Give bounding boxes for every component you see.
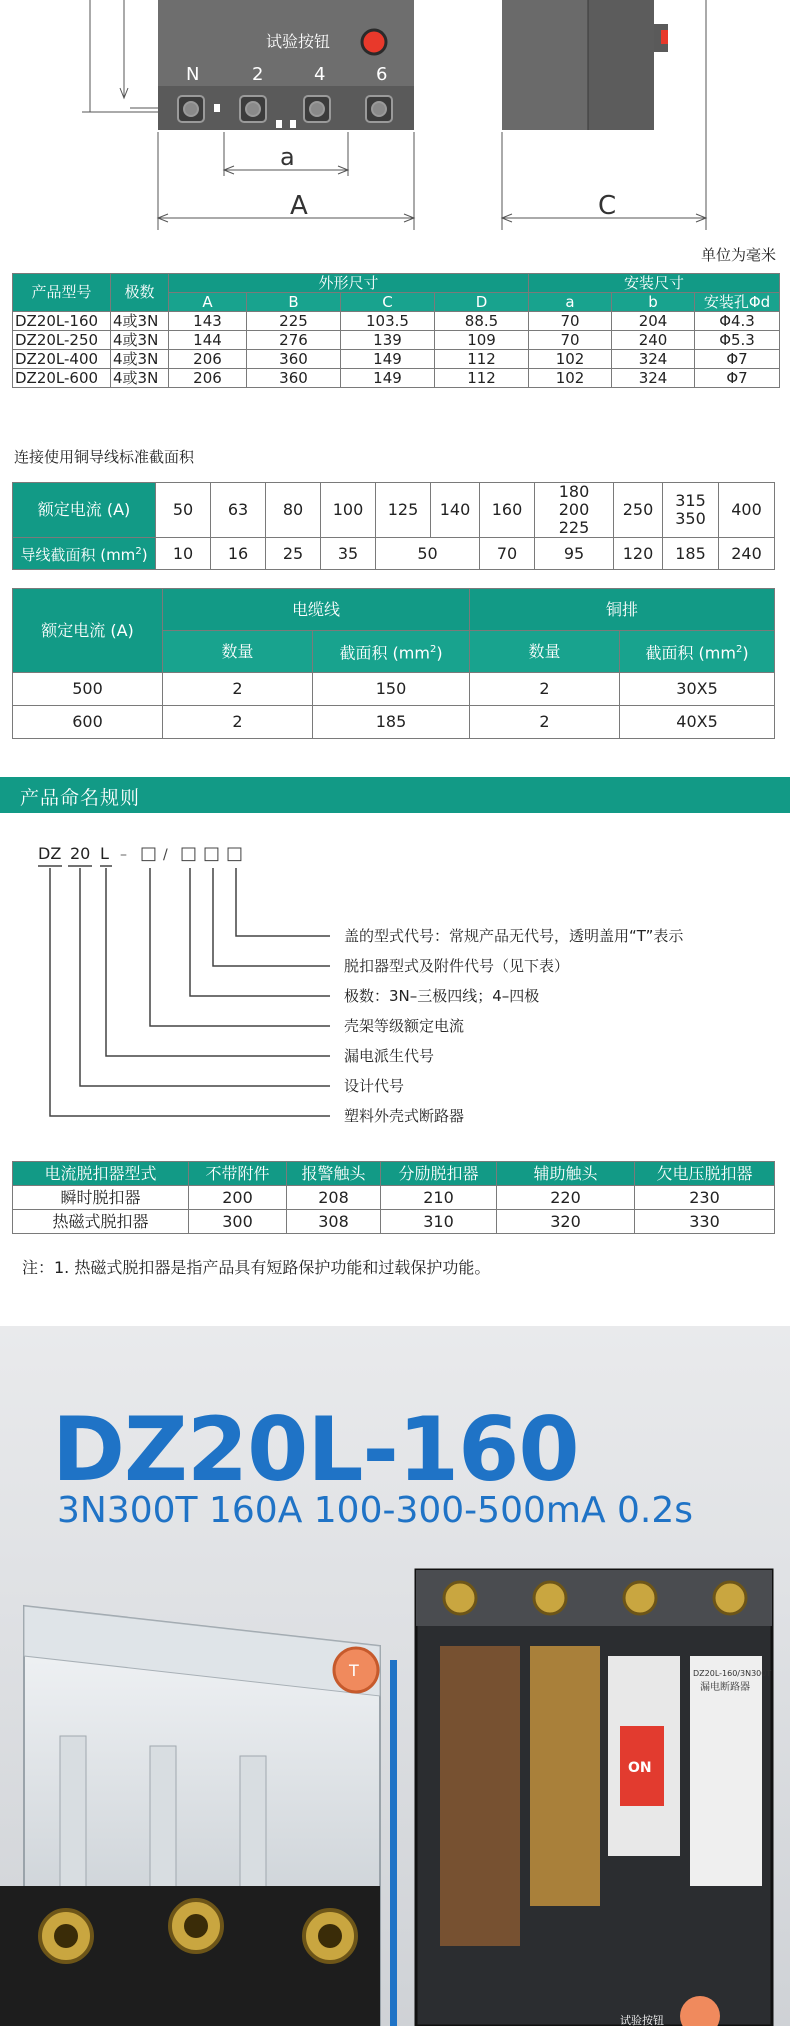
naming-rules-title: 产品命名规则 [20, 787, 141, 809]
cell: 400 [719, 483, 775, 538]
cell: 70 [529, 331, 612, 350]
header-install: 安装尺寸 [529, 274, 780, 293]
cell: 200 [189, 1186, 287, 1210]
subheader: 安装孔Φd [695, 293, 780, 312]
naming-line-mccb: 塑料外壳式断路器 [344, 1107, 465, 1125]
cell: 109 [435, 331, 529, 350]
header-cell: 不带附件 [189, 1162, 287, 1186]
cell: 50 [376, 538, 480, 570]
naming-line-poles: 极数：3N–三极四线；4–四极 [344, 987, 540, 1005]
cell: DZ20L-600 [13, 369, 111, 388]
cell: 4或3N [111, 312, 169, 331]
cell: 315 350 [663, 483, 719, 538]
table-row [13, 1210, 775, 1234]
cell: 144 [169, 331, 247, 350]
header-wire-section: 导线截面积 $(mm^2)$ [13, 538, 156, 570]
cell: 225 [247, 312, 341, 331]
cell: 250 [614, 483, 663, 538]
footnote: 注：1. 热磁式脱扣器是指产品具有短路保护功能和过载保护功能。 [22, 1258, 491, 1277]
dimensions-table [12, 273, 780, 388]
test-button-t-label: T [349, 1661, 359, 1680]
cell: 35 [321, 538, 376, 570]
cell: 125 [376, 483, 431, 538]
header-cable: 电缆线 [163, 589, 470, 631]
naming-rule-diagram [0, 830, 790, 1140]
cell: 180 200 225 [535, 483, 614, 538]
cell: 2 [163, 706, 313, 739]
subheader: D [435, 293, 529, 312]
cell: 139 [341, 331, 435, 350]
cell: 143 [169, 312, 247, 331]
cell: 25 [266, 538, 321, 570]
header-area: 截面积 $(mm^2)$ [313, 631, 470, 673]
cell: 2 [163, 673, 313, 706]
cell: 4或3N [111, 369, 169, 388]
subheader: b [612, 293, 695, 312]
breaker-angled-image [0, 1606, 380, 2026]
test-button-icon [362, 30, 386, 54]
cell: 140 [431, 483, 480, 538]
table-row [13, 350, 780, 369]
cell: 300 [189, 1210, 287, 1234]
cell: 330 [635, 1210, 775, 1234]
wire-caption: 连接使用铜导线标准截面积 [14, 448, 195, 466]
dim-label-a: a [280, 143, 295, 171]
test-button-caption: 试验按钮 [620, 2014, 664, 2026]
cell: Φ5.3 [695, 331, 780, 350]
cell: 150 [313, 673, 470, 706]
cell: 360 [247, 369, 341, 388]
table-row [13, 706, 775, 739]
cell: 360 [247, 350, 341, 369]
pole-label-n: N [186, 64, 200, 85]
naming-rules-banner [0, 777, 790, 813]
header-outline: 外形尺寸 [169, 274, 529, 293]
cell: 102 [529, 369, 612, 388]
cell: 120 [614, 538, 663, 570]
subheader: A [169, 293, 247, 312]
cell: 206 [169, 369, 247, 388]
cell: 276 [247, 331, 341, 350]
cell: 70 [480, 538, 535, 570]
model-title: DZ20L-160 [52, 1398, 579, 1501]
code-l: L [100, 844, 109, 863]
table-row [13, 312, 780, 331]
cell: 324 [612, 369, 695, 388]
cell: 50 [156, 483, 211, 538]
header-cell: 电流脱扣器型式 [13, 1162, 189, 1186]
cell: 208 [287, 1186, 381, 1210]
subheader: a [529, 293, 612, 312]
cell: 160 [480, 483, 535, 538]
code-dz: DZ [38, 844, 62, 863]
cell: 63 [211, 483, 266, 538]
test-button-label: 试验按钮 [266, 32, 331, 51]
cell: 40X5 [620, 706, 775, 739]
table-row [13, 1186, 775, 1210]
cell: Φ7 [695, 369, 780, 388]
cell: 600 [13, 706, 163, 739]
cell: 220 [497, 1186, 635, 1210]
cell: 185 [313, 706, 470, 739]
header-cell: 欠电压脱扣器 [635, 1162, 775, 1186]
cable-busbar-table [12, 588, 775, 739]
cell: DZ20L-250 [13, 331, 111, 350]
cell: 2 [470, 673, 620, 706]
on-label: ON [628, 1760, 652, 1776]
table-row [13, 369, 780, 388]
cell: 310 [381, 1210, 497, 1234]
cell: 瞬时脱扣器 [13, 1186, 189, 1210]
cell: 149 [341, 350, 435, 369]
pole-label-6: 6 [376, 64, 388, 85]
naming-line-leakage: 漏电派生代号 [344, 1047, 435, 1065]
pole-label-2: 2 [252, 64, 264, 85]
cell: 149 [341, 369, 435, 388]
cell: Φ4.3 [695, 312, 780, 331]
rating-label-name: 漏电断路器 [700, 1682, 750, 1693]
cell: 240 [719, 538, 775, 570]
subheader: C [341, 293, 435, 312]
cell: 100 [321, 483, 376, 538]
cell: 204 [612, 312, 695, 331]
cell: DZ20L-160 [13, 312, 111, 331]
cell: 10 [156, 538, 211, 570]
code-box-2: □ [180, 843, 198, 864]
table-row [13, 331, 780, 350]
cell: 308 [287, 1210, 381, 1234]
header-cell: 辅助触头 [497, 1162, 635, 1186]
cell: 185 [663, 538, 719, 570]
cell: 112 [435, 350, 529, 369]
code-20: 20 [70, 844, 91, 863]
cell: 16 [211, 538, 266, 570]
dimension-drawing [0, 0, 790, 250]
cell: Φ7 [695, 350, 780, 369]
cell: 热磁式脱扣器 [13, 1210, 189, 1234]
rating-label-model: DZ20L-160/3N300T [693, 1669, 772, 1678]
naming-line-cover: 盖的型式代号：常规产品无代号，透明盖用“T”表示 [344, 927, 684, 945]
cell: 230 [635, 1186, 775, 1210]
cell: 240 [612, 331, 695, 350]
cell: 324 [612, 350, 695, 369]
code-box-4: □ [226, 843, 244, 864]
code-dash: – [120, 847, 127, 863]
header-model: 产品型号 [13, 274, 111, 312]
naming-line-release: 脱扣器型式及附件代号（见下表） [344, 957, 570, 975]
pole-label-4: 4 [314, 64, 326, 85]
release-code-table [12, 1161, 775, 1234]
header-area: 截面积 $(mm^2)$ [620, 631, 775, 673]
dim-label-A: A [290, 191, 308, 221]
cell: 4或3N [111, 331, 169, 350]
unit-note: 单位为毫米 [700, 246, 776, 264]
cell: 210 [381, 1186, 497, 1210]
header-poles: 极数 [111, 274, 169, 312]
wire-section-table [12, 482, 775, 570]
cell: 103.5 [341, 312, 435, 331]
header-quantity: 数量 [163, 631, 313, 673]
cell: 30X5 [620, 673, 775, 706]
header-cell: 报警触头 [287, 1162, 381, 1186]
cell: 95 [535, 538, 614, 570]
cell: 102 [529, 350, 612, 369]
header-quantity: 数量 [470, 631, 620, 673]
cell: DZ20L-400 [13, 350, 111, 369]
cell: 70 [529, 312, 612, 331]
naming-line-frame: 壳架等级额定电流 [344, 1017, 465, 1035]
cell: 206 [169, 350, 247, 369]
cell: 88.5 [435, 312, 529, 331]
cell: 4或3N [111, 350, 169, 369]
cell: 112 [435, 369, 529, 388]
leader-lines [38, 866, 330, 1116]
breaker-front-image [416, 1570, 772, 2026]
code-box-1: □ [140, 843, 158, 864]
code-slash: / [163, 847, 168, 863]
subheader: B [247, 293, 341, 312]
accent-bar [390, 1660, 397, 2026]
dim-label-C: C [598, 191, 617, 221]
naming-line-design: 设计代号 [344, 1077, 405, 1095]
table-row [13, 673, 775, 706]
code-box-3: □ [203, 843, 221, 864]
header-cell: 分励脱扣器 [381, 1162, 497, 1186]
cell: 2 [470, 706, 620, 739]
header-rated-current: 额定电流 (A) [13, 589, 163, 673]
header-busbar: 铜排 [470, 589, 775, 631]
cell: 320 [497, 1210, 635, 1234]
header-rated-current: 额定电流 (A) [13, 483, 156, 538]
cell: 80 [266, 483, 321, 538]
cell: 500 [13, 673, 163, 706]
model-subtitle: 3N300T 160A 100-300-500mA 0.2s [57, 1490, 694, 1531]
